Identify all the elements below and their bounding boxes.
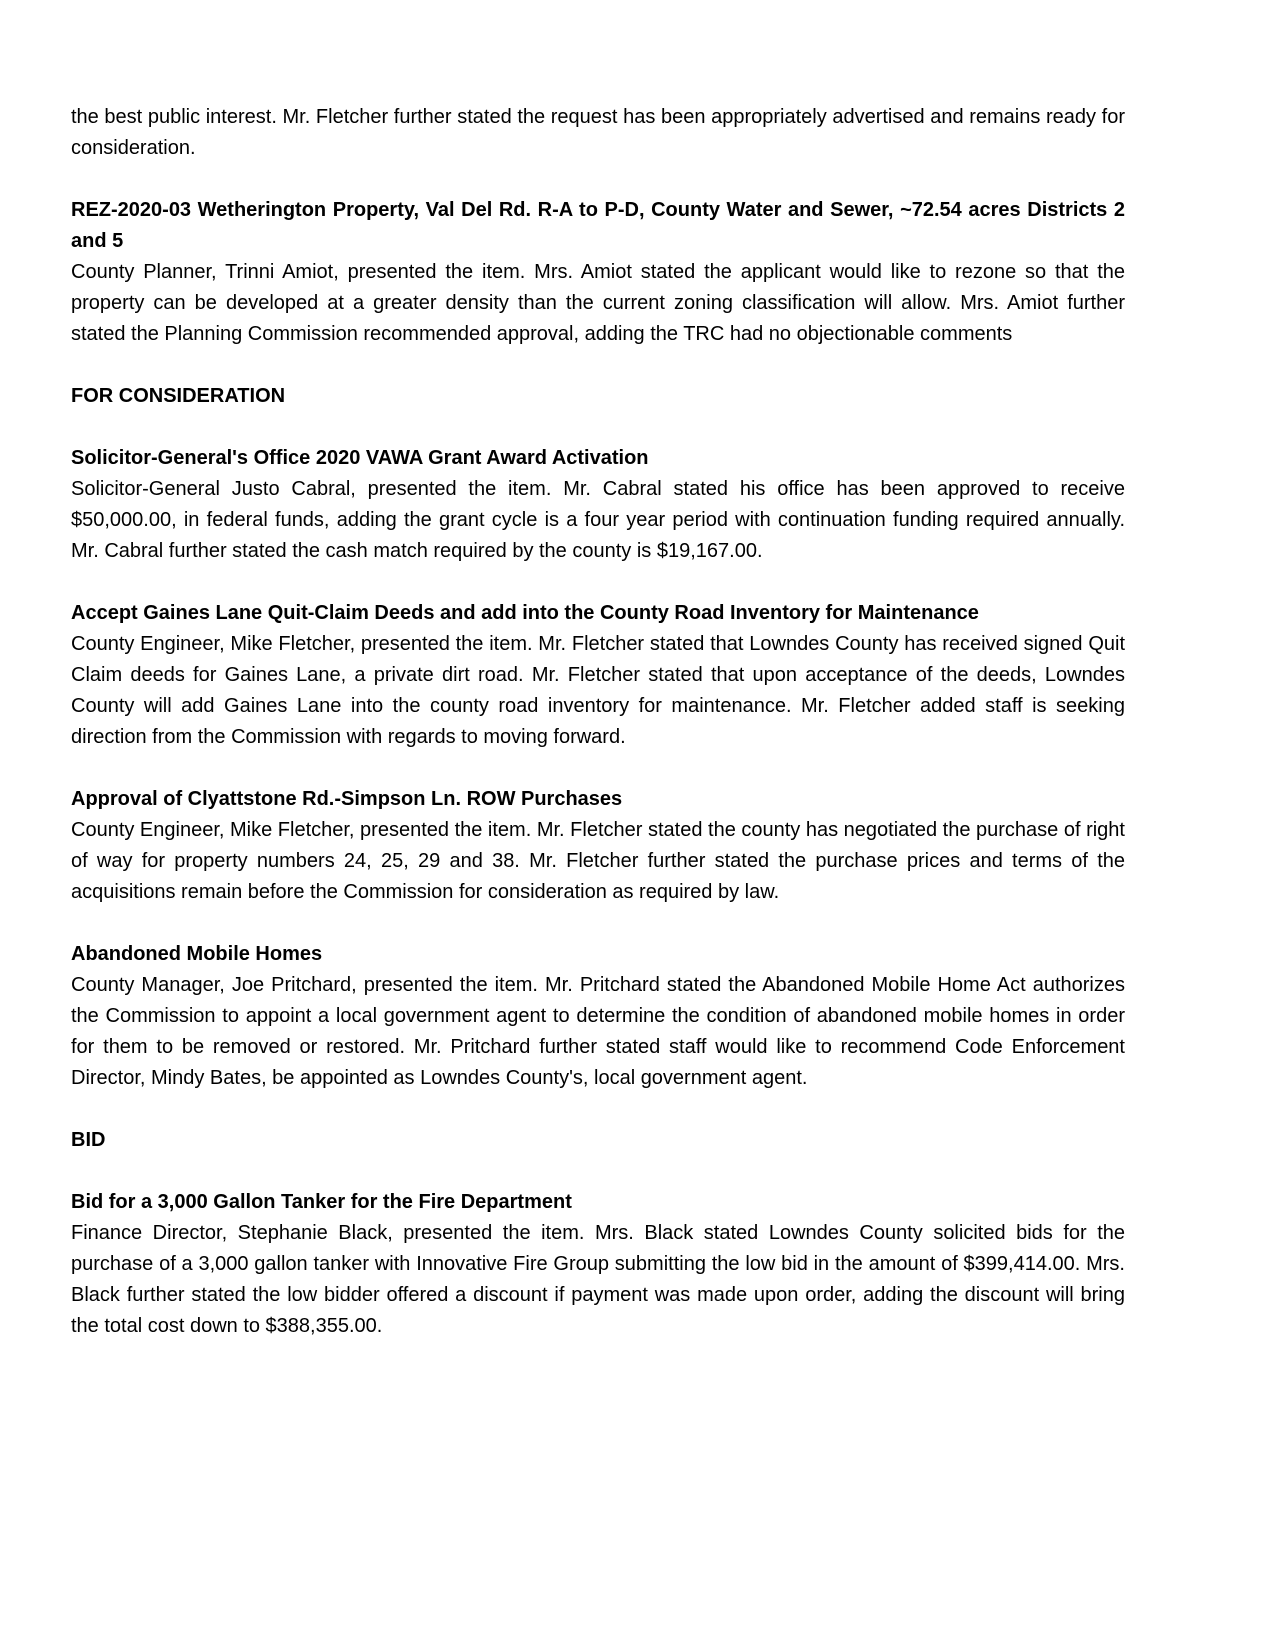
section-abandoned-mobile-homes [71, 939, 1125, 1094]
section-paragraph-vawa-grant: Solicitor-General Justo Cabral, presented the item. Mr. Cabral stated his office has been approved to receive $50,000.00, in federal funds, adding the grant cycle is a four year period with continuation funding required annually. Mr. Cabral further stated the cash match required by the county is $19,167.00. [71, 478, 1125, 562]
section-paragraph-gaines-lane: County Engineer, Mike Fletcher, presented the item. Mr. Fletcher stated that Lowndes County has received signed Quit Claim deeds for Gaines Lane, a private dirt road. Mr. Fletcher stated that upon acceptance of the deeds, Lowndes County will add Gaines Lane into the county road inventory for maintenance. Mr. Fletcher added staff is seeking direction from the Commission with regards to moving forward. [71, 633, 1125, 748]
intro-paragraph: the best public interest. Mr. Fletcher further stated the request has been appropriately advertised and remains ready for consideration. [71, 106, 1125, 159]
section-heading-for-consideration: FOR CONSIDERATION [71, 385, 286, 407]
section-heading-rez-2020-03: REZ-2020-03 Wetherington Property, Val Del Rd. R-A to P-D, County Water and Sewer, ~72.54 acres Districts 2 and 5 [71, 199, 1125, 252]
section-for-consideration [71, 381, 1125, 412]
section-rez-2020-03 [71, 195, 1125, 350]
section-intro [71, 102, 1125, 164]
section-bid [71, 1125, 1125, 1156]
section-fire-tanker-bid [71, 1187, 1125, 1342]
section-heading-vawa-grant: Solicitor-General's Office 2020 VAWA Grant Award Activation [71, 447, 649, 469]
section-heading-fire-tanker-bid: Bid for a 3,000 Gallon Tanker for the Fire Department [71, 1191, 572, 1213]
section-heading-gaines-lane: Accept Gaines Lane Quit-Claim Deeds and add into the County Road Inventory for Maintenance [71, 602, 979, 624]
section-gaines-lane [71, 598, 1125, 753]
section-paragraph-fire-tanker-bid: Finance Director, Stephanie Black, presented the item. Mrs. Black stated Lowndes County solicited bids for the purchase of a 3,000 gallon tanker with Innovative Fire Group submitting the low bid in the amount of $399,414.00. Mrs. Black further stated the low bidder offered a discount if payment was made upon order, adding the discount will bring the total cost down to $388,355.00. [71, 1222, 1125, 1337]
section-heading-abandoned-mobile-homes: Abandoned Mobile Homes [71, 943, 323, 965]
section-paragraph-rez-2020-03: County Planner, Trinni Amiot, presented the item. Mrs. Amiot stated the applicant would like to rezone so that the property can be developed at a greater density than the current zoning classification will allow. Mrs. Amiot further stated the Planning Commission recommended approval, adding the TRC had no objectionable comments [71, 261, 1125, 345]
section-row-purchases [71, 784, 1125, 908]
section-vawa-grant [71, 443, 1125, 567]
section-heading-row-purchases: Approval of Clyattstone Rd.-Simpson Ln. ROW Purchases [71, 788, 623, 810]
section-paragraph-row-purchases: County Engineer, Mike Fletcher, presented the item. Mr. Fletcher stated the county has negotiated the purchase of right of way for property numbers 24, 25, 29 and 38. Mr. Fletcher further stated the purchase prices and terms of the acquisitions remain before the Commission for consideration as required by law. [71, 819, 1125, 903]
section-heading-bid: BID [71, 1129, 106, 1151]
section-paragraph-abandoned-mobile-homes: County Manager, Joe Pritchard, presented the item. Mr. Pritchard stated the Abandoned Mobile Home Act authorizes the Commission to appoint a local government agent to determine the condition of abandoned mobile homes in order for them to be removed or restored. Mr. Pritchard further stated staff would like to recommend Code Enforcement Director, Mindy Bates, be appointed as Lowndes County's, local government agent. [71, 974, 1125, 1089]
